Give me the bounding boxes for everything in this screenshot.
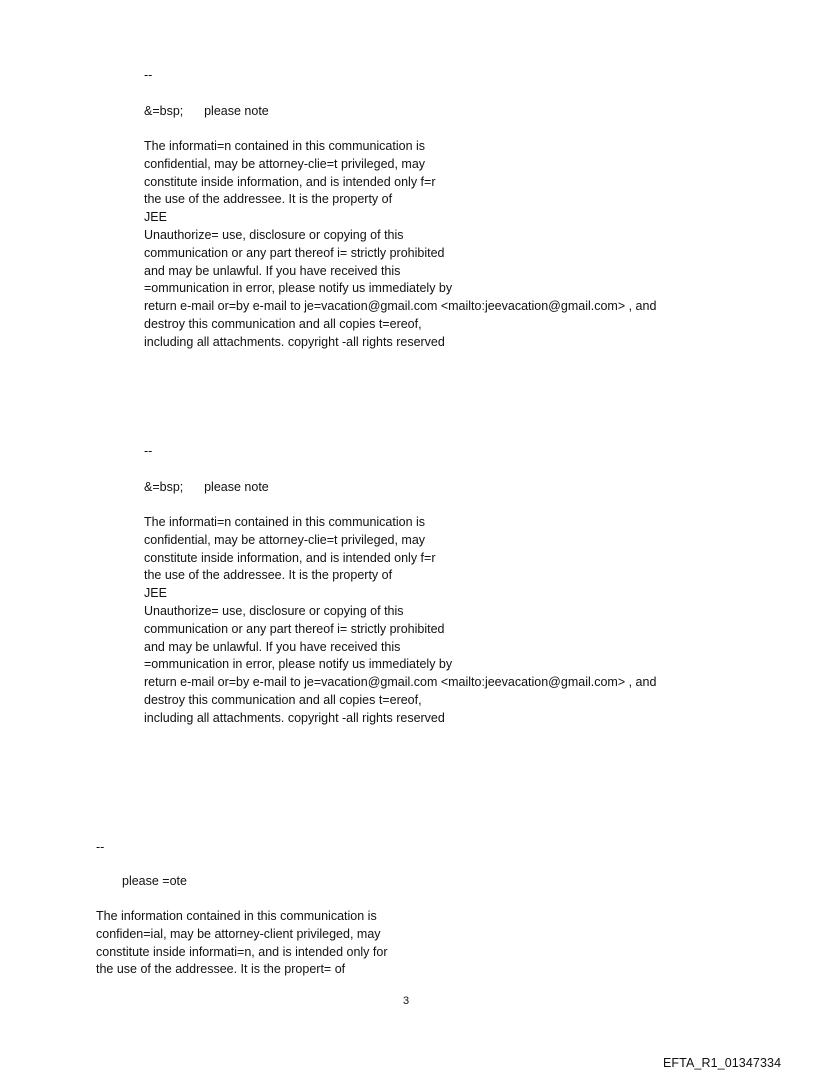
disclaimer-line: communication or any part thereof i= strictly prohibited: [144, 621, 445, 636]
disclaimer-line: and may be unlawful. If you have received this: [144, 263, 401, 278]
disclaimer-line: including all attachments. copyright -all rights reserved: [144, 710, 445, 725]
disclaimer-line: the use of the addressee. It is the property of: [144, 192, 393, 207]
disclaimer-line: Unauthorize= use, disclosure or copying of this: [144, 227, 404, 242]
disclaimer-block-2: [144, 514, 656, 728]
disclaimer-line: return e-mail or=by e-mail to je=vacation@gmail.com <mailto:jeevacation@gmail.com> , and: [144, 675, 657, 690]
separator-2: --: [144, 444, 153, 458]
disclaimer-line: destroy this communication and all copies t=ereof,: [144, 316, 422, 331]
disclaimer-line: and may be unlawful. If you have received this: [144, 639, 401, 654]
disclaimer-line: =ommunication in error, please notify us immediately by: [144, 281, 453, 296]
disclaimer-line: The information contained in this communication is: [96, 909, 377, 923]
disclaimer-line: constitute inside information, and is intended only f=r: [144, 550, 436, 565]
separator-3: --: [96, 840, 105, 854]
please-note-2: &=bsp; please note: [144, 480, 269, 494]
disclaimer-block-3: [96, 908, 388, 979]
disclaimer-line: JEE: [144, 210, 167, 225]
disclaimer-line: constitute inside informati=n, and is intended only for: [96, 944, 388, 959]
disclaimer-block-1: [144, 138, 656, 352]
disclaimer-line: confidential, may be attorney-clie=t privileged, may: [144, 156, 426, 171]
disclaimer-line: destroy this communication and all copies t=ereof,: [144, 692, 422, 707]
disclaimer-line: The informati=n contained in this communication is: [144, 139, 426, 153]
disclaimer-line: the use of the addressee. It is the property of: [144, 568, 393, 583]
disclaimer-line: confiden=ial, may be attorney-client privileged, may: [96, 926, 381, 941]
disclaimer-line: the use of the addressee. It is the propert= of: [96, 962, 346, 977]
disclaimer-line: including all attachments. copyright -all rights reserved: [144, 334, 445, 349]
please-note-3: please =ote: [122, 874, 187, 888]
disclaimer-line: Unauthorize= use, disclosure or copying of this: [144, 603, 404, 618]
disclaimer-line: confidential, may be attorney-clie=t privileged, may: [144, 532, 426, 547]
footer-document-id: EFTA_R1_01347334: [663, 1056, 782, 1070]
disclaimer-line: communication or any part thereof i= strictly prohibited: [144, 245, 445, 260]
please-note-1: &=bsp; please note: [144, 104, 269, 118]
disclaimer-line: JEE: [144, 586, 167, 601]
page-number: 3: [403, 995, 410, 1007]
disclaimer-line: return e-mail or=by e-mail to je=vacation@gmail.com <mailto:jeevacation@gmail.com> , and: [144, 299, 657, 314]
disclaimer-line: constitute inside information, and is intended only f=r: [144, 174, 436, 189]
disclaimer-line: The informati=n contained in this communication is: [144, 515, 426, 529]
separator-1: --: [144, 68, 153, 82]
disclaimer-line: =ommunication in error, please notify us immediately by: [144, 657, 453, 672]
